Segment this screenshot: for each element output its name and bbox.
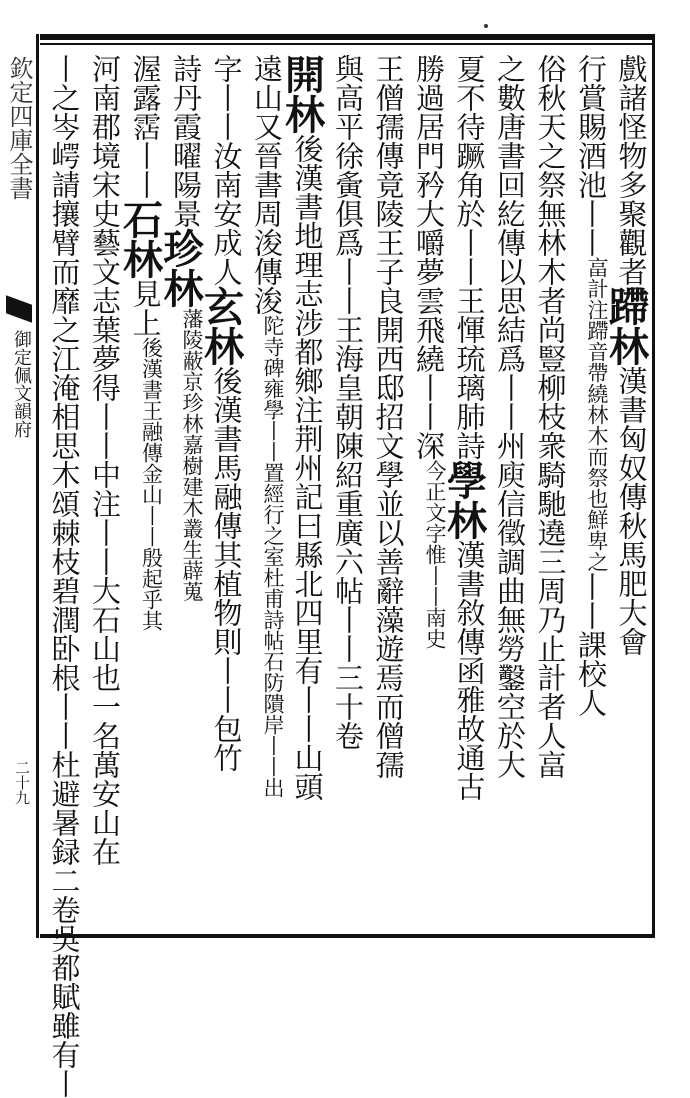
sub-title-margin: [10, 330, 32, 438]
text-column: [440, 54, 488, 801]
annotation-text: 畗計注蹛音帶繞林木而祭也鮮卑之: [585, 257, 609, 572]
book-title: 欽定四庫全書: [5, 56, 33, 200]
text-column: [569, 54, 609, 717]
body-text: 漢書敘傳函雅故通古: [452, 540, 487, 801]
annotation-text: 陀寺碑雍學丨丨置經行之室杜甫詩帖石防隤岸丨丨出: [261, 315, 285, 798]
body-text: 丨之岑崿請攘臂而靡之江淹相思木頌棘枝碧潤卧根丨丨杜避暑録二卷吳都賦雖有丨: [47, 54, 82, 1098]
text-column: [83, 54, 123, 866]
entry-heading: 石林: [116, 199, 164, 279]
ink-speck: [484, 24, 488, 28]
page-frame-left: [36, 34, 39, 938]
text-column: [245, 54, 285, 798]
text-column: [529, 54, 569, 779]
body-text: 之數唐書回紇傳以思結爲丨丨州庾信徵調曲無勞鑿空於大: [493, 54, 527, 779]
entry-heading: 學林: [440, 460, 488, 540]
text-column: [43, 54, 83, 1098]
body-text: 俗秋天之祭無林木者尚豎柳枝衆騎馳遶三周乃止計者人畗: [533, 54, 568, 779]
body-text: 與高平徐夤俱爲丨丨王海皇朝陳紹重廣六帖丨丨三十卷: [331, 54, 365, 750]
body-text: 詩丹霞曜陽景: [169, 54, 203, 228]
text-column: [278, 54, 326, 801]
text-column: [602, 54, 650, 656]
annotation-text: 今正文字惟丨丨南史: [423, 460, 447, 649]
body-text: 渥露霑丨丨: [128, 54, 163, 199]
page-frame-top: [40, 34, 652, 40]
body-text: 行賞賜酒池丨丨: [574, 54, 608, 257]
body-text: 見上: [128, 279, 163, 337]
body-text: 河南郡境宋史藝文志葉夢得丨丨中注丨丨大石山也一名萬安山在: [88, 54, 122, 866]
body-text: 夏不待蹶角於丨丨王惲琉璃肺詩: [452, 54, 487, 460]
page-frame-top-rule: [40, 43, 652, 45]
page-frame-bottom: [40, 934, 652, 938]
entry-heading: 珍林: [157, 228, 204, 308]
text-column: [197, 54, 245, 772]
entry-heading: 蹛林: [602, 286, 650, 366]
body-text: 字丨丨汝南安成人: [209, 54, 244, 286]
body-text: 勝過居門矜大嚼夢雲飛繞丨丨深: [412, 54, 446, 460]
body-text: 後漢書馬融傳其植物則丨丨包竹: [209, 366, 244, 772]
page-frame-right: [652, 34, 655, 938]
body-text: 丨丨課校人: [574, 572, 608, 717]
text-column: [116, 54, 164, 631]
page-number: 二十九: [13, 760, 31, 805]
body-text: 漢書匈奴傳秋馬肥大會: [614, 366, 649, 656]
text-column: [488, 54, 528, 779]
book-title-margin: [4, 56, 34, 200]
text-column: [407, 54, 447, 649]
entry-heading: 玄林: [197, 286, 245, 366]
text-column: [157, 54, 204, 602]
annotation-text: 後漢書王融傳金山丨丨殷起乎其: [139, 337, 164, 631]
sub-title: 御定佩文韻府: [11, 330, 32, 438]
entry-heading: 開林: [278, 54, 326, 134]
body-text: 遠山又晉書周浚傳浚: [250, 54, 284, 315]
annotation-text: 藩陵蔽京珍林嘉樹建木叢生薜蒐: [180, 308, 204, 602]
page-number-margin: [12, 760, 32, 805]
text-column: [326, 54, 366, 750]
body-text: 後漢書地理志涉都鄉注荆州記曰縣北四里有丨丨山頭: [290, 134, 325, 801]
text-column: [367, 54, 407, 779]
fish-tail-mark: [6, 295, 32, 322]
body-text: 戲諸怪物多聚觀者: [614, 54, 649, 286]
body-text: 王僧孺傳竟陵王子良開西邸招文學並以善辭藻遊焉而僧孺: [371, 54, 406, 779]
